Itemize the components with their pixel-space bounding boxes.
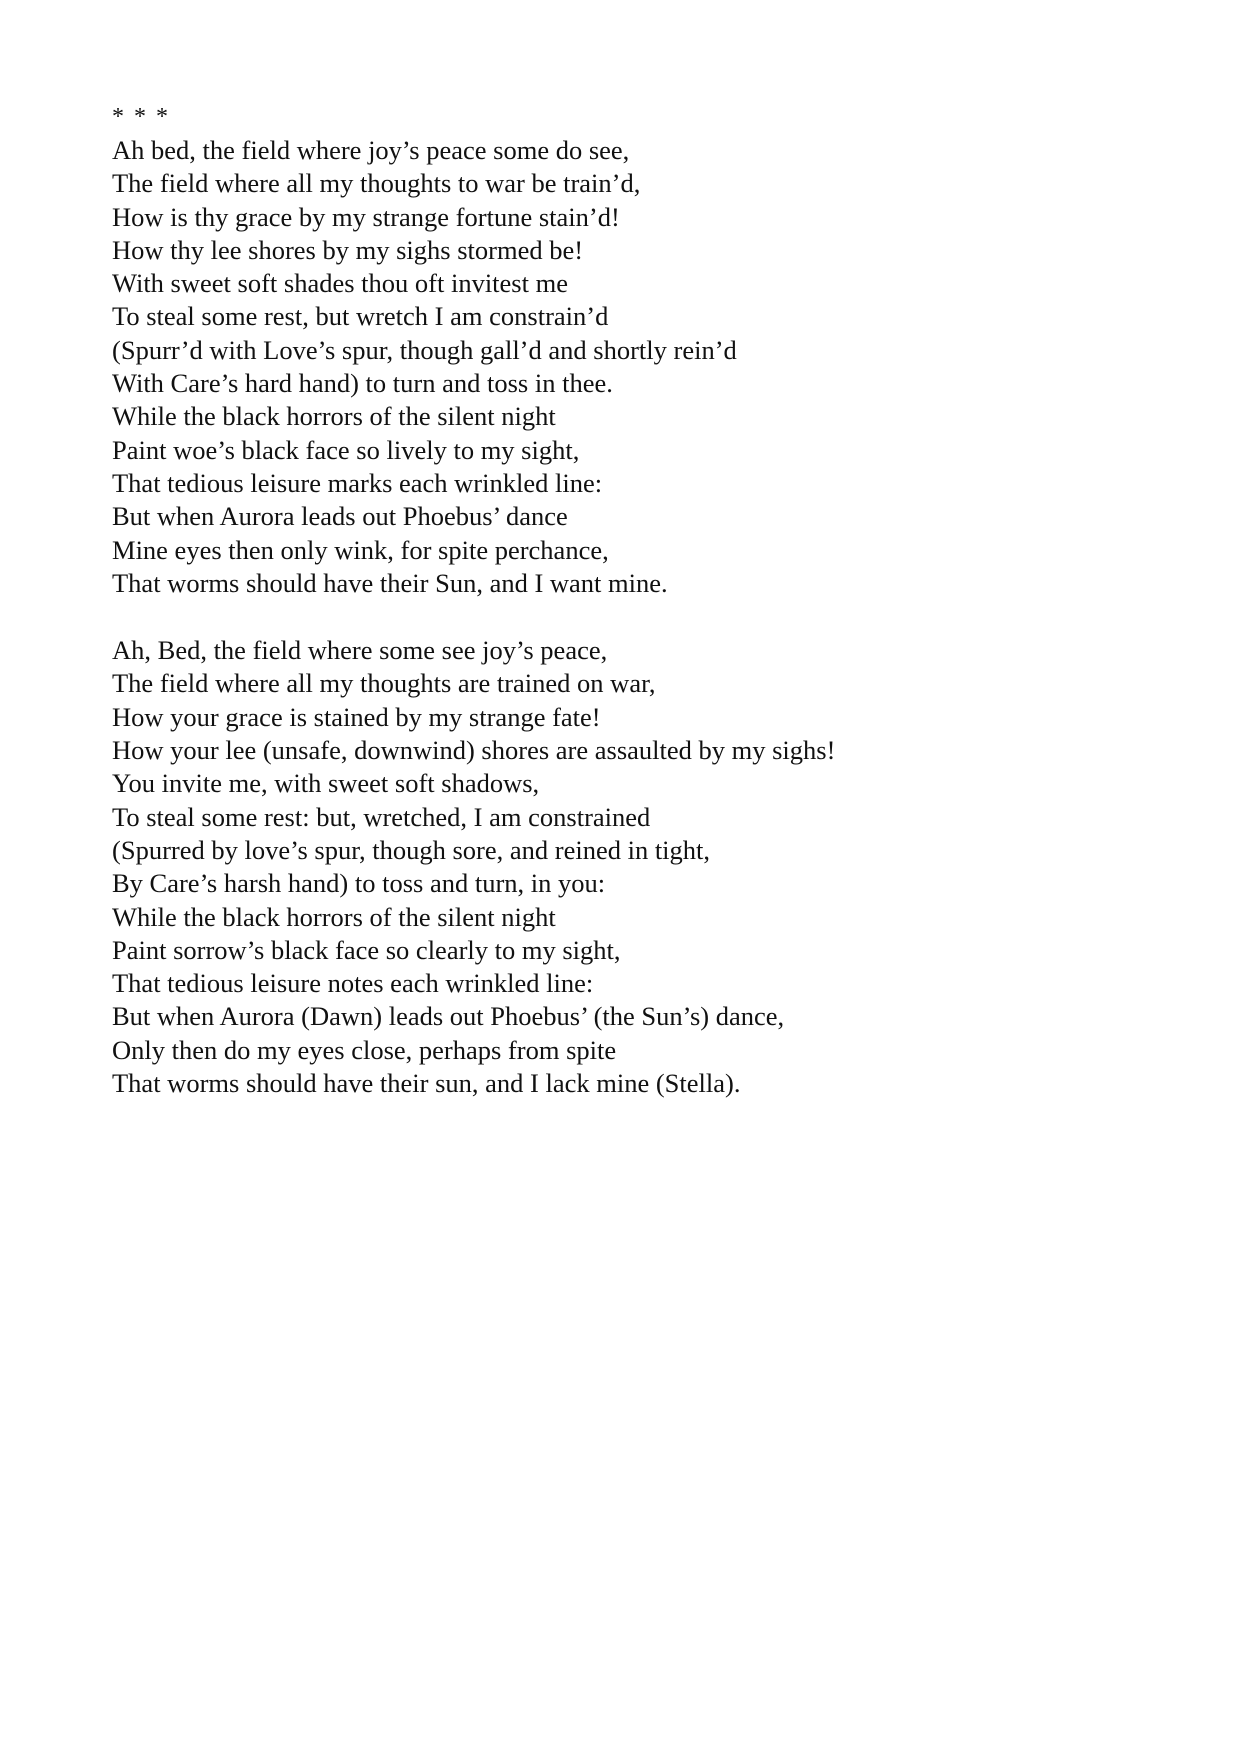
poem-line: (Spurr’d with Love’s spur, though gall’d and shortly rein’d (112, 334, 737, 365)
poem-line: But when Aurora leads out Phoebus’ dance (112, 501, 568, 532)
paraphrase-line: (Spurred by love’s spur, though sore, and reined in tight, (112, 834, 711, 865)
poem-line: With Care’s hard hand) to turn and toss in thee. (112, 368, 613, 399)
paraphrase-line: You invite me, with sweet soft shadows, (112, 768, 540, 799)
paraphrase-line: How your lee (unsafe, downwind) shores are assaulted by my sighs! (112, 735, 836, 766)
modern-paraphrase (112, 634, 1172, 1100)
paraphrase-line: But when Aurora (Dawn) leads out Phoebus’ (the Sun’s) dance, (112, 1001, 785, 1032)
paraphrase-line: The field where all my thoughts are trained on war, (112, 668, 656, 699)
section-separator: * * * (112, 104, 170, 130)
poem-line: Paint woe’s black face so lively to my sight, (112, 434, 580, 465)
paraphrase-line: Ah, Bed, the field where some see joy’s peace, (112, 635, 608, 666)
paraphrase-line: Only then do my eyes close, perhaps from spite (112, 1034, 617, 1065)
paraphrase-line: Paint sorrow’s black face so clearly to my sight, (112, 934, 621, 965)
poem-line: How thy lee shores by my sighs stormed be! (112, 234, 584, 265)
poem-line: That tedious leisure marks each wrinkled line: (112, 467, 603, 498)
poem-line: That worms should have their Sun, and I want mine. (112, 567, 668, 598)
poem-line: To steal some rest, but wretch I am constrain’d (112, 301, 609, 332)
poem-line: With sweet soft shades thou oft invitest me (112, 268, 568, 299)
paraphrase-line: How your grace is stained by my strange fate! (112, 701, 601, 732)
paraphrase-line: That worms should have their sun, and I lack mine (Stella). (112, 1068, 741, 1099)
paraphrase-line: To steal some rest: but, wretched, I am constrained (112, 801, 651, 832)
poem-line: While the black horrors of the silent night (112, 401, 556, 432)
paraphrase-line: By Care’s harsh hand) to toss and turn, in you: (112, 868, 606, 899)
poem-line: Ah bed, the field where joy’s peace some do see, (112, 135, 630, 165)
poem-line: How is thy grace by my strange fortune stain’d! (112, 201, 620, 232)
poem-line: Mine eyes then only wink, for spite perchance, (112, 534, 609, 565)
paraphrase-line: While the black horrors of the silent night (112, 901, 556, 932)
original-sonnet (112, 134, 1172, 600)
poem-line: The field where all my thoughts to war be train’d, (112, 168, 641, 199)
paraphrase-line: That tedious leisure notes each wrinkled line: (112, 968, 594, 999)
document-page (112, 104, 1172, 1100)
